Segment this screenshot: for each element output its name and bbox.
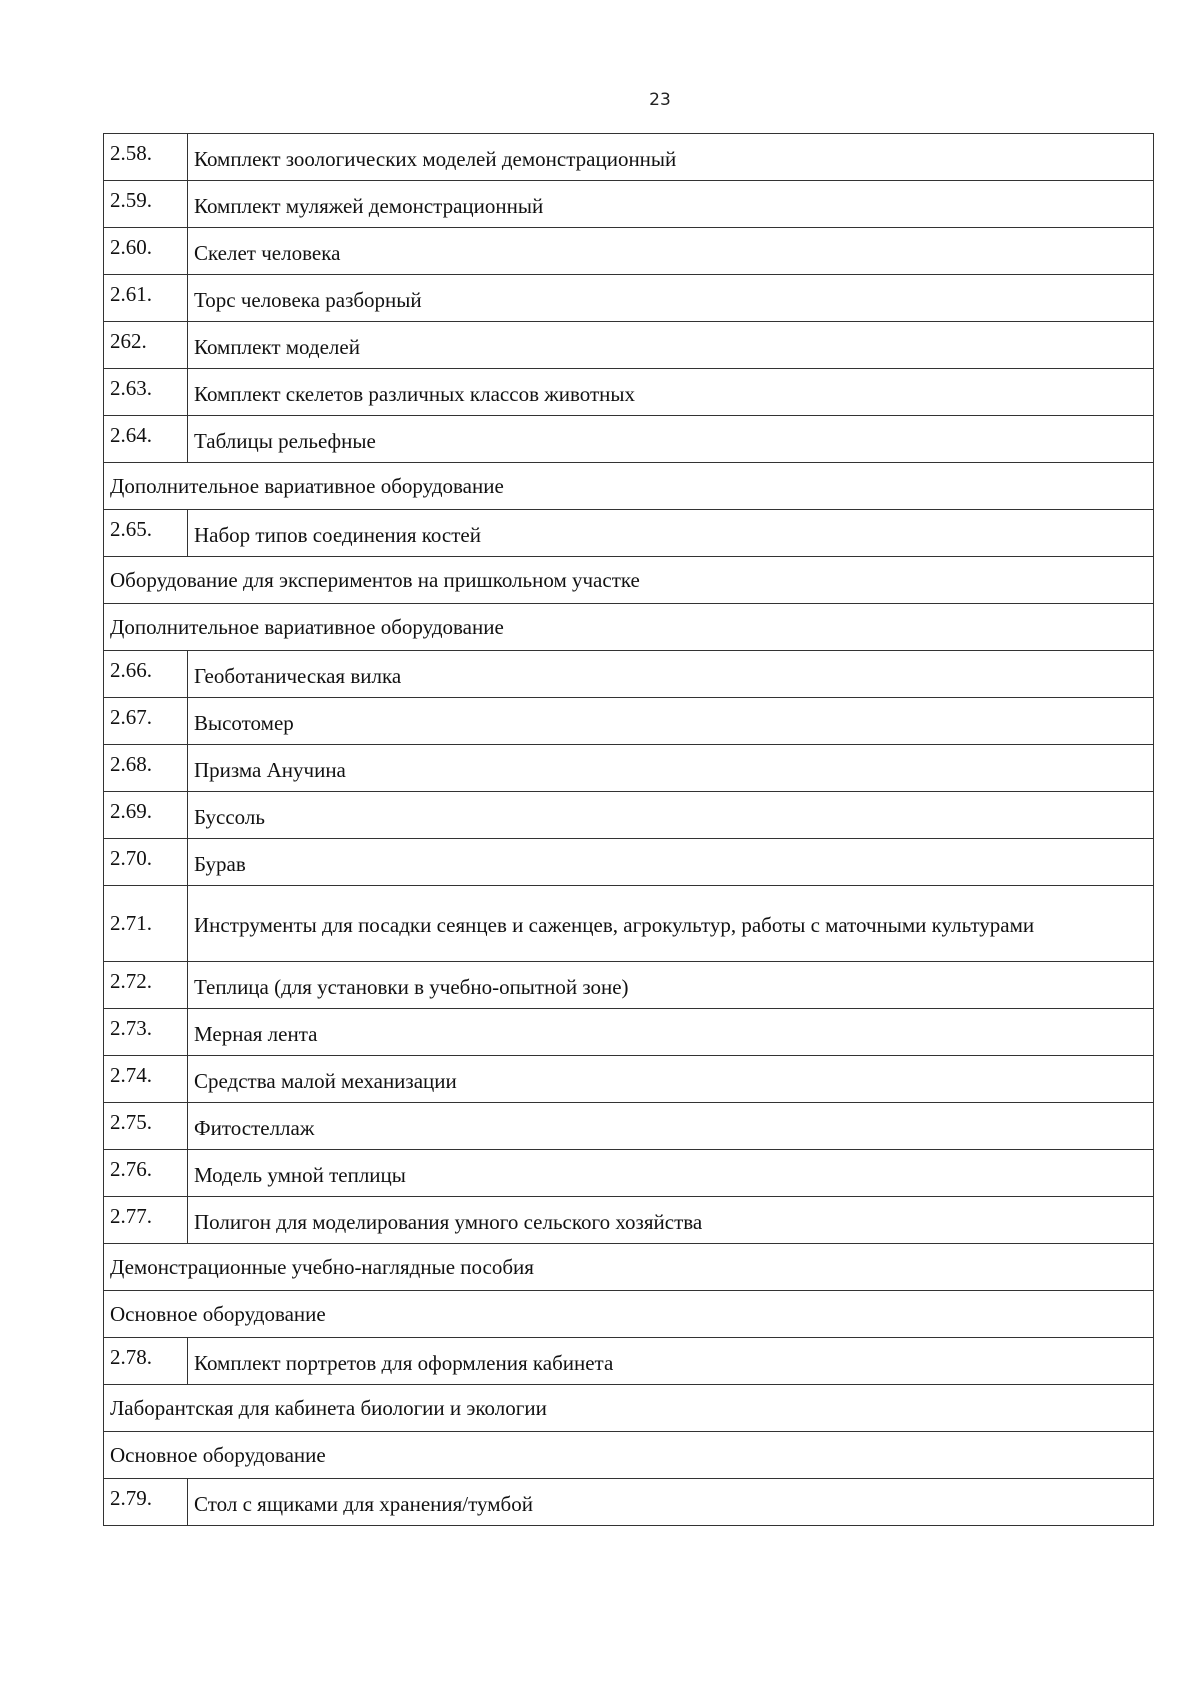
item-name: Бурав: [188, 839, 1154, 886]
section-header: Дополнительное вариативное оборудование: [104, 463, 1154, 510]
table-row: [104, 510, 1154, 557]
table-row: [104, 1150, 1154, 1197]
section-header-row: [104, 557, 1154, 604]
table-row: [104, 698, 1154, 745]
item-number: 2.61.: [104, 275, 188, 322]
table-row: [104, 1479, 1154, 1526]
item-number: 2.76.: [104, 1150, 188, 1197]
item-name: Комплект портретов для оформления кабинета: [188, 1338, 1154, 1385]
item-name: Модель умной теплицы: [188, 1150, 1154, 1197]
table-row: [104, 228, 1154, 275]
table-row: [104, 1338, 1154, 1385]
item-number: 2.63.: [104, 369, 188, 416]
item-name: Комплект моделей: [188, 322, 1154, 369]
item-name: Высотомер: [188, 698, 1154, 745]
item-number: 2.70.: [104, 839, 188, 886]
item-number: 2.79.: [104, 1479, 188, 1526]
table-row: [104, 416, 1154, 463]
table-row: [104, 886, 1154, 962]
item-number: 2.64.: [104, 416, 188, 463]
section-header: Демонстрационные учебно-наглядные пособия: [104, 1244, 1154, 1291]
table-row: [104, 651, 1154, 698]
item-number: 2.71.: [104, 886, 188, 962]
item-number: 2.58.: [104, 134, 188, 181]
item-number: 2.59.: [104, 181, 188, 228]
item-number: 2.69.: [104, 792, 188, 839]
table-row: [104, 792, 1154, 839]
table-row: [104, 369, 1154, 416]
item-name: Набор типов соединения костей: [188, 510, 1154, 557]
table-row: [104, 962, 1154, 1009]
section-header: Основное оборудование: [104, 1432, 1154, 1479]
item-name: Средства малой механизации: [188, 1056, 1154, 1103]
table-row: [104, 1197, 1154, 1244]
item-number: 2.72.: [104, 962, 188, 1009]
item-name: Призма Анучина: [188, 745, 1154, 792]
item-name: Фитостеллаж: [188, 1103, 1154, 1150]
section-header-row: [104, 463, 1154, 510]
item-name: Инструменты для посадки сеянцев и саженцев, агрокультур, работы с маточными культурами: [188, 886, 1154, 962]
equipment-table-body: [104, 134, 1154, 1526]
item-number: 2.67.: [104, 698, 188, 745]
section-header-row: [104, 604, 1154, 651]
section-header-row: [104, 1244, 1154, 1291]
table-row: [104, 322, 1154, 369]
section-header: Оборудование для экспериментов на пришкольном участке: [104, 557, 1154, 604]
item-number: 2.74.: [104, 1056, 188, 1103]
table-row: [104, 1009, 1154, 1056]
section-header: Лаборантская для кабинета биологии и экологии: [104, 1385, 1154, 1432]
section-header-row: [104, 1291, 1154, 1338]
item-name: Комплект скелетов различных классов животных: [188, 369, 1154, 416]
equipment-table: [103, 133, 1154, 1526]
item-name: Буссоль: [188, 792, 1154, 839]
item-number: 2.78.: [104, 1338, 188, 1385]
table-row: [104, 1103, 1154, 1150]
table-row: [104, 134, 1154, 181]
item-name: Теплица (для установки в учебно-опытной зоне): [188, 962, 1154, 1009]
item-name: Мерная лента: [188, 1009, 1154, 1056]
item-name: Скелет человека: [188, 228, 1154, 275]
item-name: Комплект зоологических моделей демонстрационный: [188, 134, 1154, 181]
item-number: 2.68.: [104, 745, 188, 792]
item-name: Таблицы рельефные: [188, 416, 1154, 463]
page-number: 23: [649, 90, 671, 110]
section-header-row: [104, 1432, 1154, 1479]
item-name: Торс человека разборный: [188, 275, 1154, 322]
item-number: 2.73.: [104, 1009, 188, 1056]
item-number: 262.: [104, 322, 188, 369]
table-row: [104, 839, 1154, 886]
table-row: [104, 275, 1154, 322]
item-name: Полигон для моделирования умного сельского хозяйства: [188, 1197, 1154, 1244]
section-header-row: [104, 1385, 1154, 1432]
item-number: 2.75.: [104, 1103, 188, 1150]
item-number: 2.66.: [104, 651, 188, 698]
section-header: Основное оборудование: [104, 1291, 1154, 1338]
item-number: 2.60.: [104, 228, 188, 275]
item-name: Геоботаническая вилка: [188, 651, 1154, 698]
section-header: Дополнительное вариативное оборудование: [104, 604, 1154, 651]
item-name: Комплект муляжей демонстрационный: [188, 181, 1154, 228]
item-number: 2.65.: [104, 510, 188, 557]
table-row: [104, 181, 1154, 228]
item-number: 2.77.: [104, 1197, 188, 1244]
table-row: [104, 1056, 1154, 1103]
item-name: Стол с ящиками для хранения/тумбой: [188, 1479, 1154, 1526]
table-row: [104, 745, 1154, 792]
